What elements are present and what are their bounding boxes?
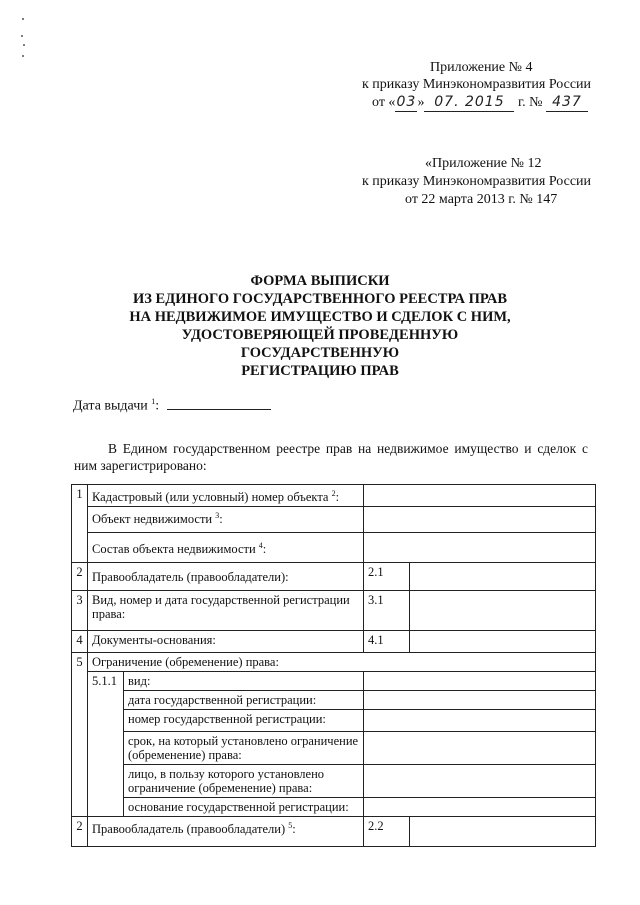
cadastral-number-label: Кадастровый (или условный) номер объекта $^2$: — [88, 485, 364, 507]
right-holder-value[interactable] — [410, 563, 596, 591]
registration-basis-value[interactable] — [364, 798, 596, 817]
intro-paragraph: В Едином государственном реестре прав на недвижимое имущество и сделок с ним зарегистрировано: — [74, 441, 588, 473]
registration-basis-label: основание государственной регистрации: — [124, 798, 364, 817]
order-date-2: от 22 марта 2013 г. № 147 — [405, 192, 558, 207]
date-prefix: от « — [372, 95, 396, 110]
order-date-line — [372, 94, 588, 112]
beneficiary-value[interactable] — [364, 765, 596, 798]
title-line: РЕГИСТРАЦИЮ ПРАВ — [241, 363, 399, 379]
cell-text: Объект недвижимости — [92, 512, 213, 527]
beneficiary-label: лицо, в пользу которого установлено ограничение (обременение) права: — [124, 765, 364, 798]
code-cell: 2.1 — [364, 563, 410, 591]
footnote-mark: 1 — [151, 397, 156, 406]
table-row — [72, 533, 596, 563]
encumbrance-reg-number-label: номер государственной регистрации: — [124, 710, 364, 732]
table-row — [72, 710, 596, 732]
encumbrance-reg-date-value[interactable] — [364, 691, 596, 710]
right-holder-label: Правообладатель (правообладатели): — [88, 563, 364, 591]
title-line: НА НЕДВИЖИМОЕ ИМУЩЕСТВО И СДЕЛОК С НИМ, — [129, 309, 511, 325]
code-cell: 3.1 — [364, 591, 410, 631]
table-row — [72, 653, 596, 672]
right-holder-label-2: Правообладатель (правообладатели) $^5$: — [88, 817, 364, 847]
row-number: 1 — [72, 485, 88, 563]
table-row — [72, 798, 596, 817]
extract-form-table — [71, 484, 596, 847]
footnote-mark: 4 — [258, 541, 263, 551]
row-number: 2 — [72, 817, 88, 847]
encumbrance-term-value[interactable] — [364, 732, 596, 765]
registration-type-value[interactable] — [410, 591, 596, 631]
table-row — [72, 507, 596, 533]
property-composition-value[interactable] — [364, 533, 596, 563]
cell-text: Состав объекта недвижимости — [92, 542, 256, 557]
property-object-label: Объект недвижимости $^3$: — [88, 507, 364, 533]
table-row — [72, 732, 596, 765]
row-number: 5 — [72, 653, 88, 817]
title-line: ФОРМА ВЫПИСКИ — [250, 273, 390, 289]
encumbrance-label: Ограничение (обременение) права: — [88, 653, 596, 672]
row-number: 4 — [72, 631, 88, 653]
cell-text: Кадастровый (или условный) номер объекта — [92, 490, 329, 505]
issue-date-row — [73, 397, 271, 415]
cadastral-number-value[interactable] — [364, 485, 596, 507]
handwritten-day: 03 — [396, 94, 417, 110]
code-cell: 2.2 — [364, 817, 410, 847]
table-row — [72, 485, 596, 507]
table-row — [72, 765, 596, 798]
sub-number: 5.1.1 — [88, 672, 124, 817]
appendix-4-heading: Приложение № 4 — [430, 60, 533, 75]
table-row — [72, 631, 596, 653]
date-suffix: г. № — [517, 95, 543, 110]
issue-date-label: Дата выдачи — [73, 398, 148, 414]
handwritten-month-year: 07. 2015 — [424, 94, 514, 112]
registration-type-label: Вид, номер и дата государственной регистрации права: — [88, 591, 364, 631]
encumbrance-reg-number-value[interactable] — [364, 710, 596, 732]
table-row — [72, 817, 596, 847]
code-cell: 4.1 — [364, 631, 410, 653]
encumbrance-type-label: вид: — [124, 672, 364, 691]
encumbrance-reg-date-label: дата государственной регистрации: — [124, 691, 364, 710]
issue-date-colon: : — [155, 398, 160, 414]
footnote-mark: 3 — [215, 511, 220, 521]
basis-documents-label: Документы-основания: — [88, 631, 364, 653]
encumbrance-type-value[interactable] — [364, 672, 596, 691]
order-reference: к приказу Минэкономразвития России — [362, 77, 592, 92]
basis-documents-value[interactable] — [410, 631, 596, 653]
cell-text: Правообладатель (правообладатели) — [92, 822, 286, 837]
table-row — [72, 591, 596, 631]
property-composition-label: Состав объекта недвижимости $^4$: — [88, 533, 364, 563]
title-line: УДОСТОВЕРЯЮЩЕЙ ПРОВЕДЕННУЮ ГОСУДАРСТВЕННУЮ — [181, 327, 459, 361]
table-row — [72, 672, 596, 691]
document-title — [120, 272, 520, 380]
footnote-mark: 5 — [288, 821, 293, 831]
table-row — [72, 691, 596, 710]
issue-date-field[interactable] — [167, 409, 271, 410]
order-reference-2: к приказу Минэкономразвития России — [362, 174, 592, 189]
date-quote: » — [417, 95, 425, 110]
footnote-mark: 2 — [331, 489, 336, 498]
row-number: 2 — [72, 563, 88, 591]
row-number: 3 — [72, 591, 88, 631]
right-holder-value-2[interactable] — [410, 817, 596, 847]
property-object-value[interactable] — [364, 507, 596, 533]
encumbrance-term-label: срок, на который установлено ограничение (обременение) права: — [124, 732, 364, 765]
handwritten-number: 437 — [546, 94, 588, 112]
appendix-12-heading: «Приложение № 12 — [425, 156, 542, 171]
title-line: ИЗ ЕДИНОГО ГОСУДАРСТВЕННОГО РЕЕСТРА ПРАВ — [132, 291, 508, 307]
table-row — [72, 563, 596, 591]
